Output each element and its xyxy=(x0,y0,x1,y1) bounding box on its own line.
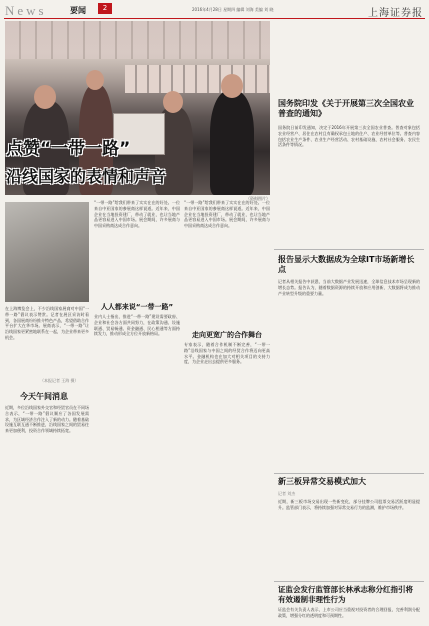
photo-head xyxy=(163,91,183,113)
subhead-everyone-talks: 人人都来说“一带一路” xyxy=(100,303,174,311)
photo-ceiling xyxy=(5,21,270,59)
photo-head xyxy=(34,85,56,109)
story1-title: 国务院印发《关于开展第三次全国农业普查的通知》 xyxy=(278,99,414,118)
brand-wordmark: News xyxy=(5,3,47,18)
rail-divider xyxy=(274,249,424,250)
photo-caption: （资料图片） xyxy=(246,196,270,201)
right-rail xyxy=(274,21,424,621)
lead-column-3: “一带一路”给我们带来了实实在在的好处。一位来自中亚国家的参展商这样说道。近年来，中国企业在当地投资建厂，带动了就业，也让当地产品更容易进入中国市场。展会期间，许多展商与中国采购商达成合作意向。 xyxy=(94,200,180,229)
story2-title: 报告显示大数据成为全球IT市场新增长点 xyxy=(278,255,415,274)
masthead-rule xyxy=(4,18,425,19)
subhead-noon-news: 今天午间消息 xyxy=(20,392,68,401)
story3-title: 新三板异常交易模式加大 xyxy=(278,477,366,486)
headline-line-1: 点赞“一带一路” xyxy=(6,139,131,159)
photo-head xyxy=(86,70,104,90)
headline-line-2: 沿线国家的表情和声音 xyxy=(6,167,167,186)
rail-divider xyxy=(274,473,424,474)
lead-column-1: 在上海博览会上，不少沿线国家展商对中国“一带一路”倡议表示赞赏。记者在展区采访时看到，各国展商纷纷推介特色产品，希望借助合作平台扩大在华市场。展商表示，“一带一路”让沿线国家更紧密地联系在一起，为企业带来更多机会。 xyxy=(5,306,89,340)
photo-head xyxy=(221,74,243,98)
lead-column-6: 专家表示，随着合作机制不断完善，“一带一路”沿线国家与中国之间的经贸合作将迈向更高水平。金融机构也在加大对相关项目的支持力度，为企业走出去提供更多服务。 xyxy=(184,342,270,365)
story4-body: 证监会有关负责人表示，上市公司应当重视对投资者的合理回报，完善利润分配政策，增强分红的透明度和可预期性。 xyxy=(278,607,420,618)
lead-column-5: “一带一路”给我们带来了实实在在的好处。一位来自中亚国家的参展商这样说道。近年来，中国企业在当地投资建厂，带动了就业，也让当地产品更容易进入中国市场。展会期间，许多展商与中国采购商达成合作意向。 xyxy=(184,200,270,229)
story4-title: 证监会发行监管部长林承志称分红指引将有效遏制非理性行为 xyxy=(278,585,413,604)
masthead xyxy=(0,0,429,20)
section-name: 要闻 xyxy=(70,6,86,15)
lead-headline xyxy=(6,138,266,188)
story3-byline: 记者 刘杰 xyxy=(278,491,296,496)
story1-body: 国务院日前印发通知，决定于2016年开展第三次全国农业普查。普查对象包括农业经营户、居住在农村且有确权承包土地的住户、农业经营单位等。普查内容包括农业生产条件、农业生产经营活动、农村基础设施、农村社会服务、农民生活条件等情况。 xyxy=(278,125,420,148)
photo-credit: （本报记者 王海 摄） xyxy=(40,378,79,383)
story2-body: 记者从相关报告中获悉，当前大数据产业发展迅速，全球信息技术市场呈现新的增长态势。报告认为，随着数据资源的持续开放和应用创新，大数据将成为推动产业转型升级的重要力量。 xyxy=(278,279,420,296)
story3-body: 近期，新三板市场交易出现一些新变化，部分挂牌公司股票交易活跃度明显提升。监管部门表示，将持续加强对异常交易行为的监测，维护市场秩序。 xyxy=(278,499,420,510)
secondary-photo xyxy=(5,202,89,302)
newspaper-name: 上海证券报 xyxy=(368,8,423,19)
subhead-wider-stage: 走向更宽广的合作舞台 xyxy=(192,331,262,339)
lead-column-4: 业内人士指出，推进“一带一路”建设需要政府、企业和社会各方面共同努力，在政策沟通、设施联通、贸易畅通、资金融通、民心相通等方面持续发力，推动形成全方位开放新格局。 xyxy=(94,314,180,337)
page-number-badge: 2 xyxy=(98,3,112,14)
issue-date: 2016年4月28日 星期四 编辑 刘海 美编 刘 晓 xyxy=(192,7,274,12)
rail-divider xyxy=(274,581,424,582)
photo-shelf xyxy=(125,65,270,93)
lead-column-2: 近期，多位沿线国家外交官和经贸官员在不同场合表示，“一带一路”倡议顺应了各国发展需求，为区域经济合作注入了新的动力。随着基础设施互联互通不断推进，沿线国家之间的贸易往来更加便利，投资合作领域持续拓宽。 xyxy=(5,405,89,434)
